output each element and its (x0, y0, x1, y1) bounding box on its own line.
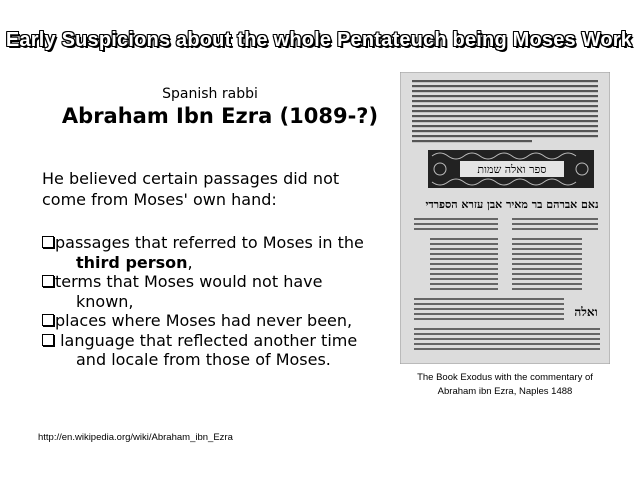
caption-line-2: Abraham ibn Ezra, Naples 1488 (437, 386, 573, 397)
bullet-text: language that reflected another time and locale from those of Moses. (55, 330, 358, 369)
subtitle: Spanish rabbi (162, 86, 258, 102)
manuscript-section-mark: ואלה (574, 305, 598, 319)
checkbox-bullet-icon (42, 275, 54, 287)
checkbox-bullet-icon (42, 236, 54, 248)
bullet-text: terms that Moses would not have known, (55, 272, 323, 311)
manuscript-header: ספר ואלה שמות (477, 163, 547, 176)
slide-title: Early Suspicions about the whole Pentateuch being Moses Work (5, 29, 633, 51)
manuscript-image (400, 72, 610, 364)
bullet-text: places where Moses had never been, (55, 311, 353, 330)
checkbox-bullet-icon (42, 314, 54, 326)
bullet-item (42, 331, 382, 370)
bullet-emphasis: third person (76, 252, 188, 272)
manuscript-page (400, 72, 610, 364)
person-name: Abraham Ibn Ezra (1089-?) (61, 104, 379, 128)
bullet-text: passages that referred to Moses in the (55, 233, 364, 252)
checkbox-bullet-icon (42, 334, 54, 346)
bullet-item (42, 311, 382, 331)
bullet-tail: , (187, 252, 193, 272)
bullet-list (42, 233, 382, 370)
bullet-item (42, 233, 382, 272)
caption-line-1: The Book Exodus with the commentary of (417, 372, 593, 383)
source-link[interactable]: http://en.wikipedia.org/wiki/Abraham_ibn_Ezra (38, 432, 233, 443)
intro-text: He believed certain passages did not come from Moses' own hand: (42, 169, 340, 209)
bullet-item (42, 272, 382, 311)
image-caption (400, 371, 610, 399)
manuscript-author-line: נאם אברהם בר מאיר אבן עזרא הספרדי (425, 198, 599, 211)
